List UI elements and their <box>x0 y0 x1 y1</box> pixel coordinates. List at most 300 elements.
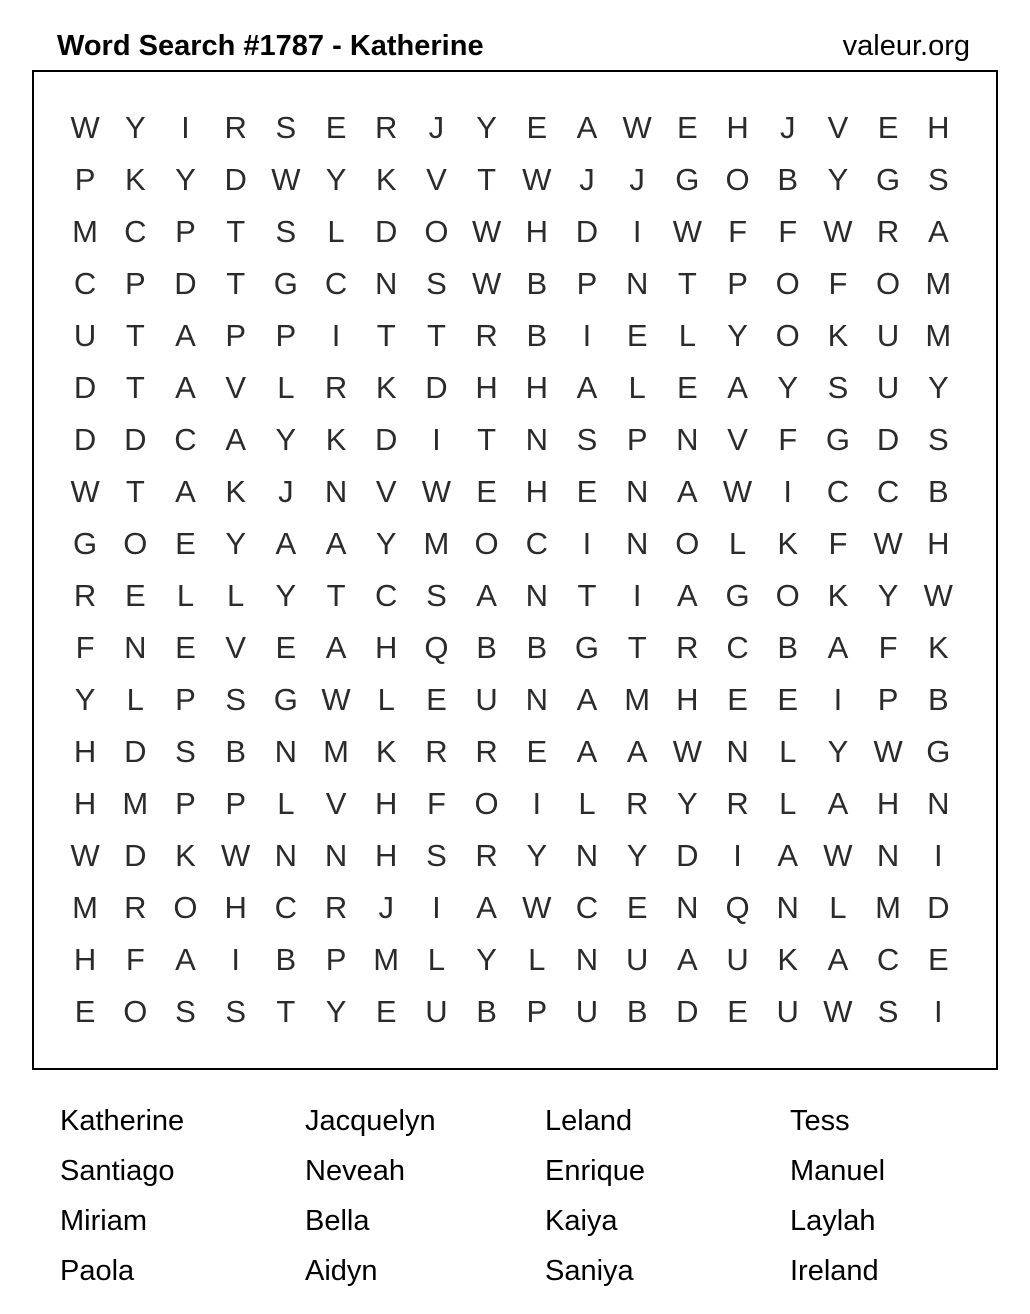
grid-letter[interactable]: U <box>625 942 649 977</box>
grid-letter[interactable]: P <box>325 942 347 977</box>
grid-letter[interactable]: D <box>375 422 398 457</box>
grid-letter[interactable]: Y <box>626 838 648 873</box>
grid-letter[interactable]: R <box>475 838 498 873</box>
grid-letter[interactable]: C <box>124 214 147 249</box>
grid-letter[interactable]: P <box>526 994 548 1029</box>
grid-letter[interactable]: H <box>525 214 548 249</box>
grid-letter[interactable]: E <box>275 630 297 665</box>
grid-letter[interactable]: H <box>73 942 97 977</box>
grid-letter[interactable]: V <box>325 786 347 821</box>
grid-letter[interactable]: Y <box>476 942 497 977</box>
grid-letter[interactable]: F <box>778 214 798 249</box>
grid-letter[interactable]: R <box>876 214 900 249</box>
grid-letter[interactable]: N <box>124 630 147 665</box>
grid-letter[interactable]: G <box>73 526 98 561</box>
grid-letter[interactable]: M <box>373 942 400 977</box>
grid-letter[interactable]: T <box>477 422 497 457</box>
grid-letter[interactable]: T <box>125 318 145 353</box>
grid-letter[interactable]: M <box>925 266 952 301</box>
grid-letter[interactable]: Y <box>777 370 799 405</box>
grid-letter[interactable]: W <box>722 474 753 509</box>
grid-letter[interactable]: C <box>726 630 749 665</box>
grid-letter[interactable]: N <box>625 266 649 301</box>
grid-letter[interactable]: C <box>826 474 850 509</box>
grid-letter[interactable]: N <box>274 734 298 769</box>
grid-letter[interactable]: D <box>876 422 900 457</box>
grid-letter[interactable]: Y <box>225 526 246 561</box>
grid-letter[interactable]: D <box>676 838 699 873</box>
grid-letter[interactable]: D <box>575 214 599 249</box>
grid-letter[interactable]: D <box>73 422 97 457</box>
grid-letter[interactable]: W <box>672 214 702 249</box>
grid-letter[interactable]: M <box>624 682 651 717</box>
grid-letter[interactable]: J <box>378 890 394 925</box>
grid-letter[interactable]: G <box>675 162 700 197</box>
grid-letter[interactable]: W <box>823 214 853 249</box>
grid-letter[interactable]: C <box>73 266 97 301</box>
grid-letter[interactable]: D <box>124 422 147 457</box>
grid-letter[interactable]: K <box>375 370 397 405</box>
grid-letter[interactable]: M <box>925 318 952 353</box>
grid-letter[interactable]: K <box>225 474 246 509</box>
grid-letter[interactable]: P <box>727 266 748 301</box>
grid-letter[interactable]: R <box>124 890 147 925</box>
grid-letter[interactable]: S <box>175 994 196 1029</box>
grid-letter[interactable]: D <box>375 214 398 249</box>
grid-letter[interactable]: W <box>672 734 702 769</box>
grid-letter[interactable]: A <box>677 578 698 613</box>
grid-letter[interactable]: N <box>525 422 548 457</box>
grid-letter[interactable]: D <box>927 890 950 925</box>
grid-letter[interactable]: L <box>779 734 797 769</box>
grid-letter[interactable]: I <box>532 786 542 821</box>
grid-letter[interactable]: V <box>727 422 748 457</box>
grid-letter[interactable]: E <box>375 994 397 1029</box>
grid-letter[interactable]: G <box>926 734 951 769</box>
grid-letter[interactable]: H <box>375 838 398 873</box>
grid-letter[interactable]: T <box>226 266 246 301</box>
grid-letter[interactable]: B <box>777 630 799 665</box>
grid-letter[interactable]: C <box>324 266 348 301</box>
grid-letter[interactable]: H <box>73 786 97 821</box>
grid-letter[interactable]: M <box>72 890 98 925</box>
grid-letter[interactable]: N <box>575 838 599 873</box>
grid-letter[interactable]: A <box>325 630 347 665</box>
grid-letter[interactable]: P <box>275 318 297 353</box>
grid-letter[interactable]: U <box>475 682 498 717</box>
grid-letter[interactable]: W <box>873 734 903 769</box>
grid-letter[interactable]: P <box>124 266 146 301</box>
grid-letter[interactable]: A <box>175 370 196 405</box>
grid-letter[interactable]: M <box>875 890 901 925</box>
grid-letter[interactable]: A <box>827 630 849 665</box>
grid-letter[interactable]: N <box>575 942 599 977</box>
grid-letter[interactable]: A <box>476 890 497 925</box>
grid-letter[interactable]: T <box>226 214 246 249</box>
grid-letter[interactable]: M <box>423 526 450 561</box>
grid-letter[interactable]: K <box>325 422 347 457</box>
grid-letter[interactable]: A <box>476 578 497 613</box>
grid-letter[interactable]: S <box>175 734 196 769</box>
grid-letter[interactable]: O <box>775 318 800 353</box>
grid-letter[interactable]: V <box>225 370 246 405</box>
grid-letter[interactable]: E <box>927 942 949 977</box>
grid-letter[interactable]: W <box>923 578 953 613</box>
grid-letter[interactable]: S <box>225 682 246 717</box>
grid-letter[interactable]: C <box>274 890 298 925</box>
grid-letter[interactable]: C <box>876 474 900 509</box>
grid-letter[interactable]: E <box>476 474 497 509</box>
grid-letter[interactable]: L <box>829 890 847 925</box>
grid-letter[interactable]: I <box>733 838 742 873</box>
grid-letter[interactable]: B <box>626 994 648 1029</box>
grid-letter[interactable]: V <box>426 162 447 197</box>
grid-letter[interactable]: K <box>375 734 397 769</box>
grid-letter[interactable]: J <box>278 474 294 509</box>
grid-letter[interactable]: N <box>776 890 799 925</box>
grid-letter[interactable]: T <box>577 578 597 613</box>
grid-letter[interactable]: Y <box>325 994 347 1029</box>
grid-letter[interactable]: W <box>522 890 552 925</box>
grid-letter[interactable]: H <box>375 786 398 821</box>
grid-letter[interactable]: A <box>677 474 698 509</box>
grid-letter[interactable]: C <box>575 890 599 925</box>
grid-letter[interactable]: O <box>725 162 750 197</box>
grid-letter[interactable]: W <box>622 110 652 145</box>
grid-letter[interactable]: O <box>424 214 449 249</box>
grid-letter[interactable]: B <box>927 682 949 717</box>
grid-letter[interactable]: B <box>275 942 297 977</box>
grid-letter[interactable]: C <box>174 422 197 457</box>
grid-letter[interactable]: R <box>475 318 498 353</box>
grid-letter[interactable]: M <box>72 214 98 249</box>
grid-letter[interactable]: S <box>827 370 849 405</box>
grid-letter[interactable]: N <box>676 422 699 457</box>
grid-letter[interactable]: G <box>725 578 750 613</box>
grid-letter[interactable]: G <box>825 422 850 457</box>
grid-letter[interactable]: L <box>277 786 295 821</box>
grid-letter[interactable]: B <box>526 266 548 301</box>
grid-letter[interactable]: F <box>75 630 95 665</box>
grid-letter[interactable]: L <box>728 526 747 561</box>
grid-letter[interactable]: L <box>628 370 646 405</box>
grid-letter[interactable]: Y <box>74 682 96 717</box>
grid-letter[interactable]: W <box>70 838 100 873</box>
grid-letter[interactable]: I <box>432 890 441 925</box>
grid-letter[interactable]: F <box>778 422 798 457</box>
grid-letter[interactable]: L <box>227 578 245 613</box>
grid-letter[interactable]: C <box>375 578 398 613</box>
grid-letter[interactable]: E <box>526 734 548 769</box>
grid-letter[interactable]: S <box>275 214 297 249</box>
grid-letter[interactable]: Y <box>727 318 748 353</box>
grid-letter[interactable]: K <box>827 318 849 353</box>
grid-letter[interactable]: S <box>426 838 447 873</box>
grid-letter[interactable]: I <box>933 838 943 873</box>
grid-letter[interactable]: Q <box>424 630 449 665</box>
grid-letter[interactable]: F <box>828 266 848 301</box>
grid-letter[interactable]: L <box>678 318 696 353</box>
grid-letter[interactable]: E <box>626 890 648 925</box>
grid-letter[interactable]: L <box>528 942 546 977</box>
grid-letter[interactable]: E <box>777 682 799 717</box>
grid-letter[interactable]: Y <box>325 162 347 197</box>
grid-letter[interactable]: P <box>576 266 598 301</box>
grid-letter[interactable]: Y <box>927 370 949 405</box>
grid-letter[interactable]: E <box>325 110 347 145</box>
grid-letter[interactable]: E <box>526 110 548 145</box>
grid-letter[interactable]: B <box>927 474 949 509</box>
grid-letter[interactable]: S <box>225 994 246 1029</box>
grid-letter[interactable]: P <box>175 786 196 821</box>
grid-letter[interactable]: C <box>876 942 900 977</box>
grid-letter[interactable]: B <box>777 162 799 197</box>
grid-letter[interactable]: R <box>324 890 348 925</box>
grid-letter[interactable]: F <box>125 942 145 977</box>
grid-letter[interactable]: E <box>74 994 96 1029</box>
grid-letter[interactable]: L <box>578 786 596 821</box>
grid-letter[interactable]: L <box>427 942 446 977</box>
grid-letter[interactable]: E <box>576 474 598 509</box>
grid-letter[interactable]: R <box>224 110 247 145</box>
grid-letter[interactable]: B <box>526 630 548 665</box>
grid-letter[interactable]: A <box>927 214 949 249</box>
grid-letter[interactable]: I <box>783 474 793 509</box>
grid-letter[interactable]: S <box>426 266 447 301</box>
grid-letter[interactable]: S <box>275 110 297 145</box>
grid-letter[interactable]: E <box>626 318 648 353</box>
grid-letter[interactable]: A <box>325 526 347 561</box>
grid-letter[interactable]: H <box>927 110 950 145</box>
grid-letter[interactable]: A <box>827 942 849 977</box>
grid-letter[interactable]: A <box>225 422 246 457</box>
grid-letter[interactable]: M <box>122 786 149 821</box>
grid-letter[interactable]: O <box>474 526 499 561</box>
grid-letter[interactable]: Y <box>275 578 297 613</box>
grid-letter[interactable]: U <box>776 994 799 1029</box>
grid-letter[interactable]: A <box>677 942 698 977</box>
grid-letter[interactable]: I <box>582 318 592 353</box>
grid-letter[interactable]: H <box>224 890 247 925</box>
grid-letter[interactable]: Y <box>526 838 548 873</box>
grid-letter[interactable]: S <box>927 422 949 457</box>
grid-letter[interactable]: K <box>375 162 397 197</box>
grid-letter[interactable]: L <box>176 578 195 613</box>
grid-letter[interactable]: R <box>726 786 749 821</box>
grid-letter[interactable]: G <box>273 682 298 717</box>
grid-letter[interactable]: H <box>475 370 498 405</box>
grid-letter[interactable]: W <box>471 266 502 301</box>
grid-letter[interactable]: W <box>823 994 853 1029</box>
grid-letter[interactable]: O <box>123 994 148 1029</box>
grid-letter[interactable]: T <box>477 162 497 197</box>
grid-letter[interactable]: F <box>828 526 848 561</box>
grid-letter[interactable]: N <box>274 838 298 873</box>
grid-letter[interactable]: W <box>873 526 903 561</box>
grid-letter[interactable]: A <box>275 526 297 561</box>
grid-letter[interactable]: E <box>426 682 447 717</box>
grid-letter[interactable]: S <box>877 994 899 1029</box>
grid-letter[interactable]: H <box>726 110 749 145</box>
grid-letter[interactable]: P <box>175 214 196 249</box>
grid-letter[interactable]: J <box>428 110 445 145</box>
grid-letter[interactable]: K <box>175 838 196 873</box>
grid-letter[interactable]: W <box>471 214 502 249</box>
grid-letter[interactable]: B <box>476 994 497 1029</box>
grid-letter[interactable]: R <box>475 734 498 769</box>
grid-letter[interactable]: T <box>125 370 145 405</box>
grid-letter[interactable]: I <box>632 578 642 613</box>
grid-letter[interactable]: E <box>175 630 196 665</box>
grid-letter[interactable]: W <box>321 682 351 717</box>
grid-letter[interactable]: I <box>432 422 441 457</box>
grid-letter[interactable]: P <box>877 682 899 717</box>
grid-letter[interactable]: J <box>779 110 796 145</box>
grid-letter[interactable]: H <box>876 786 900 821</box>
grid-letter[interactable]: H <box>73 734 97 769</box>
grid-letter[interactable]: V <box>827 110 849 145</box>
grid-letter[interactable]: I <box>181 110 190 145</box>
grid-letter[interactable]: T <box>125 474 145 509</box>
grid-letter[interactable]: S <box>927 162 949 197</box>
grid-letter[interactable]: T <box>677 266 697 301</box>
grid-letter[interactable]: Y <box>124 110 146 145</box>
grid-letter[interactable]: H <box>927 526 950 561</box>
grid-letter[interactable]: G <box>876 162 901 197</box>
grid-letter[interactable]: D <box>224 162 247 197</box>
grid-letter[interactable]: D <box>124 734 147 769</box>
grid-letter[interactable]: M <box>323 734 349 769</box>
grid-letter[interactable]: N <box>525 682 548 717</box>
grid-letter[interactable]: J <box>629 162 645 197</box>
grid-letter[interactable]: A <box>777 838 799 873</box>
grid-letter[interactable]: W <box>271 162 301 197</box>
grid-letter[interactable]: D <box>174 266 197 301</box>
grid-letter[interactable]: N <box>625 526 649 561</box>
grid-letter[interactable]: U <box>726 942 749 977</box>
grid-letter[interactable]: Y <box>275 422 297 457</box>
grid-letter[interactable]: A <box>175 942 196 977</box>
grid-letter[interactable]: I <box>833 682 843 717</box>
grid-letter[interactable]: A <box>576 370 598 405</box>
grid-letter[interactable]: I <box>331 318 341 353</box>
grid-letter[interactable]: H <box>676 682 699 717</box>
grid-letter[interactable]: T <box>276 994 296 1029</box>
grid-letter[interactable]: K <box>777 526 799 561</box>
grid-letter[interactable]: L <box>779 786 797 821</box>
grid-letter[interactable]: N <box>375 266 398 301</box>
grid-letter[interactable]: K <box>827 578 849 613</box>
grid-letter[interactable]: V <box>375 474 397 509</box>
grid-letter[interactable]: R <box>324 370 348 405</box>
grid-letter[interactable]: A <box>576 110 598 145</box>
grid-letter[interactable]: E <box>124 578 146 613</box>
grid-letter[interactable]: D <box>73 370 97 405</box>
grid-letter[interactable]: S <box>576 422 598 457</box>
grid-letter[interactable]: H <box>525 370 548 405</box>
grid-letter[interactable]: O <box>123 526 148 561</box>
grid-letter[interactable]: E <box>677 110 698 145</box>
grid-letter[interactable]: N <box>324 474 348 509</box>
grid-letter[interactable]: S <box>426 578 447 613</box>
grid-letter[interactable]: A <box>626 734 648 769</box>
grid-letter[interactable]: T <box>426 318 446 353</box>
grid-letter[interactable]: N <box>927 786 950 821</box>
grid-letter[interactable]: G <box>273 266 298 301</box>
grid-letter[interactable]: N <box>876 838 900 873</box>
grid-letter[interactable]: N <box>324 838 348 873</box>
grid-letter[interactable]: I <box>231 942 240 977</box>
grid-letter[interactable]: W <box>421 474 452 509</box>
grid-letter[interactable]: U <box>575 994 599 1029</box>
grid-letter[interactable]: I <box>582 526 592 561</box>
grid-letter[interactable]: D <box>425 370 448 405</box>
grid-letter[interactable]: B <box>225 734 246 769</box>
grid-letter[interactable]: L <box>327 214 345 249</box>
grid-letter[interactable]: Y <box>827 734 849 769</box>
grid-letter[interactable]: R <box>375 110 398 145</box>
grid-letter[interactable]: U <box>73 318 97 353</box>
grid-letter[interactable]: W <box>70 110 100 145</box>
grid-letter[interactable]: T <box>376 318 396 353</box>
grid-letter[interactable]: Y <box>827 162 849 197</box>
grid-letter[interactable]: F <box>426 786 446 821</box>
grid-letter[interactable]: P <box>74 162 96 197</box>
grid-letter[interactable]: A <box>175 318 196 353</box>
grid-letter[interactable]: E <box>727 994 748 1029</box>
grid-letter[interactable]: D <box>676 994 699 1029</box>
grid-letter[interactable]: Y <box>375 526 397 561</box>
grid-letter[interactable]: Y <box>175 162 196 197</box>
grid-letter[interactable]: O <box>876 266 901 301</box>
grid-letter[interactable]: A <box>576 734 598 769</box>
grid-letter[interactable]: L <box>277 370 295 405</box>
grid-letter[interactable]: U <box>876 370 900 405</box>
grid-letter[interactable]: B <box>476 630 497 665</box>
grid-letter[interactable]: A <box>727 370 748 405</box>
grid-letter[interactable]: N <box>676 890 699 925</box>
grid-letter[interactable]: W <box>522 162 552 197</box>
grid-letter[interactable]: T <box>326 578 346 613</box>
grid-letter[interactable]: W <box>823 838 853 873</box>
grid-letter[interactable]: O <box>675 526 700 561</box>
grid-letter[interactable]: L <box>377 682 395 717</box>
grid-letter[interactable]: Q <box>725 890 750 925</box>
grid-letter[interactable]: K <box>927 630 949 665</box>
grid-letter[interactable]: D <box>124 838 147 873</box>
grid-letter[interactable]: P <box>225 786 246 821</box>
grid-letter[interactable]: L <box>126 682 144 717</box>
grid-letter[interactable]: R <box>676 630 699 665</box>
grid-letter[interactable]: I <box>933 994 943 1029</box>
grid-letter[interactable]: O <box>775 578 800 613</box>
grid-letter[interactable]: E <box>677 370 698 405</box>
grid-letter[interactable]: P <box>175 682 196 717</box>
grid-letter[interactable]: T <box>627 630 647 665</box>
grid-letter[interactable]: V <box>225 630 246 665</box>
grid-letter[interactable]: C <box>525 526 548 561</box>
grid-letter[interactable]: W <box>70 474 100 509</box>
grid-letter[interactable]: F <box>728 214 747 249</box>
grid-letter[interactable]: O <box>474 786 499 821</box>
grid-letter[interactable]: R <box>425 734 448 769</box>
grid-letter[interactable]: O <box>173 890 198 925</box>
grid-letter[interactable]: Y <box>677 786 698 821</box>
grid-letter[interactable]: Y <box>476 110 497 145</box>
grid-letter[interactable]: P <box>225 318 246 353</box>
grid-letter[interactable]: R <box>625 786 649 821</box>
grid-letter[interactable]: F <box>878 630 898 665</box>
